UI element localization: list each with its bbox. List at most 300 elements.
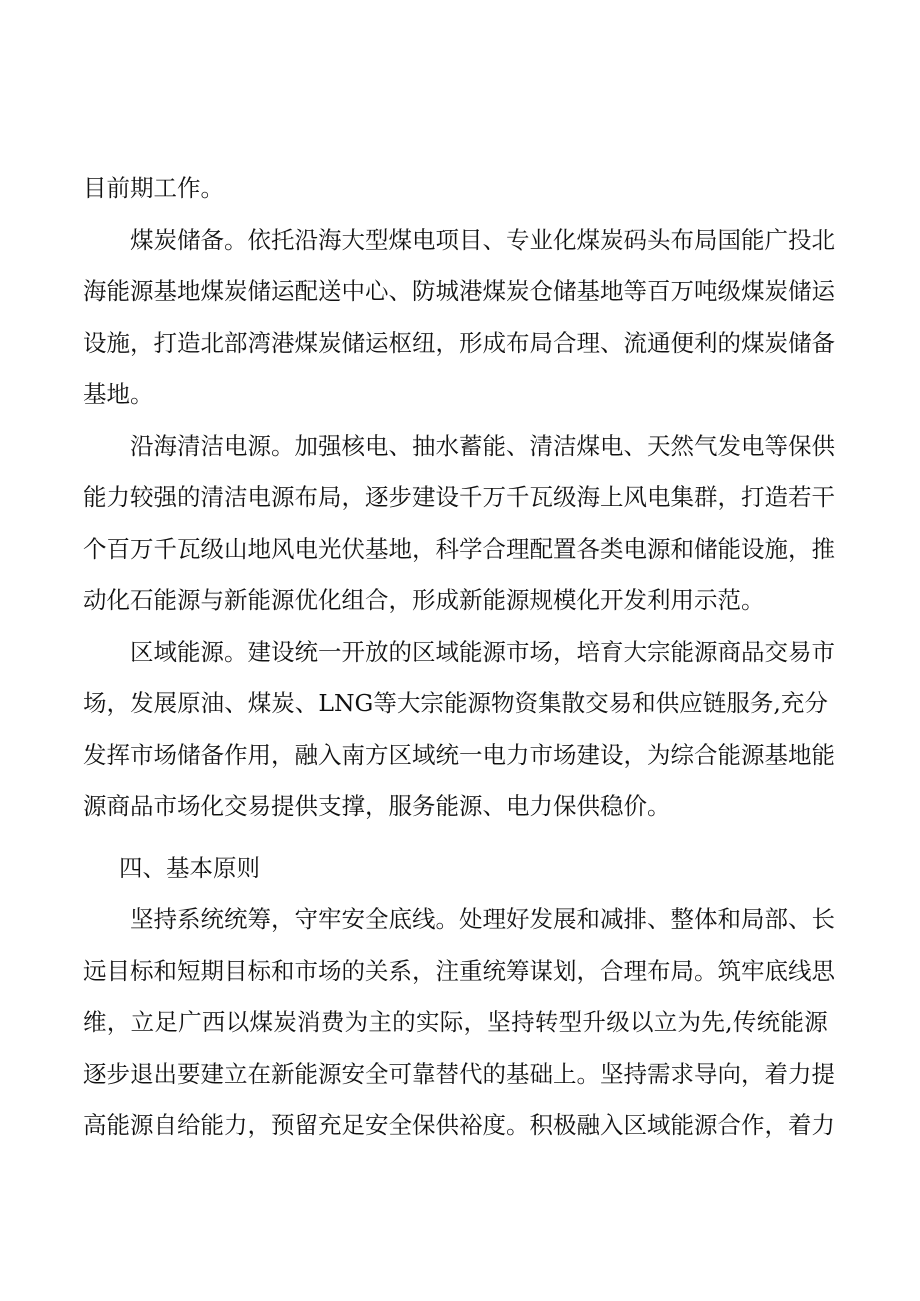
- text-char: 源: [130, 277, 154, 305]
- text-char: 万: [482, 483, 506, 511]
- text-char: 导: [694, 1059, 718, 1088]
- text-char: 。: [224, 225, 248, 254]
- text-line: [83, 627, 835, 679]
- text-char: 逐: [83, 1059, 107, 1088]
- text-char: 能: [482, 431, 506, 460]
- text-char: 、: [224, 689, 248, 717]
- section-heading-text: 四、基本原则: [119, 853, 260, 882]
- text-char: 运: [811, 277, 835, 305]
- text-char: 纽: [412, 328, 436, 357]
- text-char: 转: [534, 1008, 559, 1036]
- text-char: 储: [553, 277, 577, 305]
- text-char: 为: [647, 740, 671, 769]
- text-char: 建: [247, 637, 271, 666]
- text-char: 洁: [224, 483, 248, 511]
- text-char: 度: [482, 1111, 506, 1139]
- text-char: 核: [341, 431, 365, 460]
- text-char: 广: [764, 225, 788, 254]
- text-char: 推: [811, 534, 835, 563]
- text-char: 逐: [365, 483, 389, 511]
- text-char: 关: [365, 956, 389, 985]
- text-char: 底: [388, 905, 412, 933]
- text-char: 际: [439, 1008, 464, 1036]
- text-char: 替: [435, 1059, 459, 1088]
- text-char: 。: [271, 431, 295, 460]
- text-char: 整: [670, 905, 694, 933]
- text-char: 筑: [717, 956, 741, 985]
- text-char: 足: [341, 1111, 365, 1139]
- text-char: 先: [701, 1008, 725, 1036]
- text-char: 交: [585, 689, 609, 717]
- text-char: 海: [153, 431, 177, 460]
- text-char: 区: [412, 637, 436, 666]
- text-char: 展: [153, 689, 178, 717]
- text-char: 干: [811, 483, 835, 511]
- text-char: 能: [811, 740, 835, 769]
- text-line: [83, 781, 828, 833]
- text-char: 交: [764, 637, 788, 666]
- text-char: 能: [177, 637, 201, 666]
- text-char: 造: [764, 483, 788, 511]
- text-char: 链: [702, 689, 727, 717]
- text-line-content: 动化石能源与新能源优化组合，形成新能源规模化开发利用示范。: [83, 586, 765, 614]
- text-char: 全: [388, 1111, 412, 1139]
- text-char: 消: [297, 1008, 321, 1036]
- text-char: 升: [582, 1008, 606, 1036]
- text-line: [83, 163, 828, 215]
- text-char: 发: [130, 689, 154, 717]
- text-char: 煤: [294, 328, 318, 357]
- text-line: [83, 946, 835, 998]
- text-char: 较: [130, 483, 154, 511]
- text-line: [83, 369, 828, 421]
- text-char: 北: [200, 328, 224, 357]
- text-char: 源: [200, 637, 224, 666]
- text-char: 能: [717, 740, 741, 769]
- text-char: 理: [506, 534, 530, 563]
- text-char: 储: [247, 277, 271, 305]
- text-char: 煤: [200, 277, 224, 305]
- text-char: 的: [482, 1059, 506, 1088]
- text-char: 标: [130, 956, 154, 985]
- text-char: 布: [647, 956, 671, 985]
- text-char: 湾: [247, 328, 271, 357]
- text-line: [83, 318, 835, 370]
- text-line: [83, 730, 835, 782]
- text-char: 广: [178, 1008, 202, 1036]
- text-char: 向: [717, 1059, 741, 1088]
- text-char: 市: [811, 637, 835, 666]
- text-char: 能: [443, 689, 468, 717]
- text-char: 入: [318, 740, 342, 769]
- text-char: 一: [318, 637, 342, 666]
- text-char: 集: [538, 689, 562, 717]
- text-char: ，: [576, 956, 600, 985]
- text-char: 局: [529, 328, 553, 357]
- text-char: 自: [153, 1111, 177, 1139]
- text-char: 洁: [553, 431, 577, 460]
- text-char: 局: [694, 225, 718, 254]
- text-char: 能: [294, 1059, 318, 1088]
- text-char: 目: [106, 956, 130, 985]
- text-char: 电: [647, 483, 671, 511]
- text-char: 求: [670, 1059, 694, 1088]
- text-char: 等: [764, 431, 788, 460]
- text-char: 、: [506, 431, 530, 460]
- text-char: 为: [677, 1008, 702, 1036]
- text-char: 然: [670, 431, 694, 460]
- text-char: 统: [435, 740, 459, 769]
- text-line-content: 目前期工作。: [83, 174, 224, 202]
- text-line: [83, 421, 835, 473]
- text-char: 学: [459, 534, 483, 563]
- text-char: 气: [694, 431, 718, 460]
- text-char: 减: [600, 905, 624, 933]
- text-char: 充: [780, 689, 805, 717]
- text-char: ，: [788, 534, 812, 563]
- text-char: 储: [788, 328, 812, 357]
- text-char: 电: [365, 431, 389, 460]
- text-char: 和: [271, 956, 295, 985]
- text-char: 融: [294, 740, 318, 769]
- paragraph-clean-power: [83, 421, 835, 627]
- text-char: 瓦: [529, 483, 553, 511]
- text-char: 上: [553, 1059, 577, 1088]
- text-char: 力: [506, 740, 530, 769]
- text-char: 运: [271, 277, 295, 305]
- text-char: 以: [629, 1008, 654, 1036]
- text-char: 出: [153, 1059, 177, 1088]
- text-char: 高: [83, 1111, 107, 1139]
- text-char: 炭: [273, 1008, 297, 1036]
- text-char: 地: [788, 740, 812, 769]
- text-char: 础: [529, 1059, 553, 1088]
- text-char: 力: [224, 1111, 248, 1139]
- text-char: 能: [780, 1008, 804, 1036]
- text-char: 百: [106, 534, 130, 563]
- text-char: ，: [106, 689, 131, 717]
- text-char: 造: [177, 328, 201, 357]
- text-char: 安: [341, 905, 365, 933]
- text-char: 山: [224, 534, 248, 563]
- text-char: 标: [247, 956, 271, 985]
- text-char: 枢: [388, 328, 412, 357]
- text-char: 能: [106, 1111, 130, 1139]
- text-char: 远: [83, 956, 107, 985]
- text-char: 为: [344, 1008, 369, 1036]
- text-char: 海: [576, 483, 600, 511]
- text-char: 供: [435, 1111, 459, 1139]
- text-char: 的: [388, 637, 412, 666]
- text-char: 化: [553, 225, 577, 254]
- text-char: 场: [153, 740, 177, 769]
- text-char: 煤: [741, 328, 765, 357]
- text-char: 。: [694, 956, 718, 985]
- text-char: ，: [623, 740, 647, 769]
- text-char: ，: [463, 1008, 487, 1036]
- text-char: 电: [412, 225, 436, 254]
- text-char: 合: [600, 956, 624, 985]
- text-line: [83, 266, 835, 318]
- text-char: 在: [247, 1059, 271, 1088]
- text-char: 入: [600, 1111, 624, 1139]
- text-char: 持: [623, 1059, 647, 1088]
- text-char: 电: [741, 431, 765, 460]
- text-char: 沿: [294, 225, 318, 254]
- text-char: 成: [482, 328, 506, 357]
- text-char: 集: [670, 483, 694, 511]
- text-char: 需: [647, 1059, 671, 1088]
- text-char: 提: [811, 1059, 835, 1088]
- text-char: 级: [717, 277, 741, 305]
- text-char: 北: [811, 225, 835, 254]
- text-char: 合: [717, 1111, 741, 1139]
- text-char: 源: [694, 637, 718, 666]
- text-char: 给: [177, 1111, 201, 1139]
- text-char: 专: [506, 225, 530, 254]
- text-char: 群: [694, 483, 718, 511]
- text-char: 类: [600, 534, 624, 563]
- text-char: 西: [201, 1008, 226, 1036]
- text-char: 着: [764, 1059, 788, 1088]
- text-char: 能: [106, 277, 130, 305]
- text-char: 煤: [741, 277, 765, 305]
- text-char: 长: [811, 905, 835, 933]
- text-char: 发: [529, 905, 553, 933]
- text-char: 宗: [420, 689, 444, 717]
- text-char: 万: [130, 534, 154, 563]
- text-char: 洁: [200, 431, 224, 460]
- text-char: 原: [177, 689, 201, 717]
- text-char: 施: [764, 534, 788, 563]
- text-char: 储: [788, 277, 812, 305]
- text-char: 发: [83, 740, 107, 769]
- text-char: 短: [177, 956, 201, 985]
- text-char: 筹: [247, 905, 271, 933]
- text-char: 建: [412, 483, 436, 511]
- text-char: 煤: [576, 225, 600, 254]
- text-char: 项: [435, 225, 459, 254]
- section-heading: [83, 843, 828, 895]
- text-char: 好: [506, 905, 530, 933]
- text-char: 力: [106, 483, 130, 511]
- text-char: 理: [623, 956, 647, 985]
- text-char: 合: [694, 740, 718, 769]
- text-char: 清: [529, 431, 553, 460]
- text-char: ，: [435, 328, 459, 357]
- text-char: 便: [670, 328, 694, 357]
- text-char: 挥: [106, 740, 130, 769]
- text-char: 千: [459, 483, 483, 511]
- text-char: 保: [788, 431, 812, 460]
- text-char: 区: [130, 637, 154, 666]
- text-char: 炭: [506, 277, 530, 305]
- text-char: 散: [561, 689, 586, 717]
- text-char: 部: [224, 328, 248, 357]
- text-char: 型: [558, 1008, 583, 1036]
- text-char: 型: [365, 225, 389, 254]
- text-char: 建: [200, 1059, 224, 1088]
- text-char: 市: [529, 740, 553, 769]
- text-char: 储: [177, 225, 201, 254]
- text-char: 部: [764, 905, 788, 933]
- text-char: 配: [294, 277, 318, 305]
- text-char: 宗: [647, 637, 671, 666]
- text-char: 沿: [130, 431, 154, 460]
- text-char: 和: [153, 956, 177, 985]
- text-char: 仓: [529, 277, 553, 305]
- text-char: 局: [670, 956, 694, 985]
- text-char: 设: [271, 637, 295, 666]
- text-char: 基: [153, 277, 177, 305]
- text-char: 传: [732, 1008, 757, 1036]
- text-char: 方: [365, 740, 389, 769]
- text-char: 托: [271, 225, 295, 254]
- text-char: 要: [177, 1059, 201, 1088]
- text-char: 着: [788, 1111, 812, 1139]
- text-char: 各: [576, 534, 600, 563]
- text-char: 。: [506, 1111, 530, 1139]
- text-char: 大: [623, 637, 647, 666]
- text-char: 预: [271, 1111, 295, 1139]
- text-char: 港: [271, 328, 295, 357]
- text-char: 储: [341, 328, 365, 357]
- text-char: 步: [388, 483, 412, 511]
- paragraph-coal-storage: [83, 215, 835, 421]
- text-char: 千: [153, 534, 177, 563]
- text-char: 局: [318, 483, 342, 511]
- text-char: 港: [459, 277, 483, 305]
- text-char: 可: [388, 1059, 412, 1088]
- text-char: 发: [717, 431, 741, 460]
- document-body: [83, 163, 835, 1152]
- text-char: 区: [623, 1111, 647, 1139]
- text-char: 光: [318, 534, 342, 563]
- text-char: 个: [83, 534, 107, 563]
- text-char: ，: [412, 956, 436, 985]
- text-char: 开: [341, 637, 365, 666]
- text-char: 码: [623, 225, 647, 254]
- text-char: 煤: [130, 225, 154, 254]
- text-char: 安: [341, 1059, 365, 1088]
- text-char: 持: [511, 1008, 535, 1036]
- text-char: ，: [106, 1008, 131, 1036]
- text-char: 炭: [600, 225, 624, 254]
- text-char: 域: [153, 637, 177, 666]
- text-char: 煤: [247, 689, 272, 717]
- text-char: 煤: [576, 431, 600, 460]
- text-char: ，: [412, 534, 436, 563]
- text-char: 防: [412, 277, 436, 305]
- text-char: 能: [83, 483, 107, 511]
- text-char: 设: [741, 534, 765, 563]
- text-char: 全: [365, 1059, 389, 1088]
- text-char: 源: [130, 1111, 154, 1139]
- text-char: 天: [647, 431, 671, 460]
- text-char: 体: [694, 905, 718, 933]
- text-char: 理: [576, 328, 600, 357]
- text-char: 育: [600, 637, 624, 666]
- text-char: 退: [130, 1059, 154, 1088]
- text-char: 代: [459, 1059, 483, 1088]
- text-char: 心: [365, 277, 389, 305]
- text-char: 划: [553, 956, 577, 985]
- text-char: 和: [670, 534, 694, 563]
- text-char: 源: [318, 1059, 342, 1088]
- text-char: 用: [247, 740, 271, 769]
- text-char: 源: [741, 740, 765, 769]
- text-char: 电: [600, 431, 624, 460]
- text-char: 流: [623, 328, 647, 357]
- text-char: 基: [365, 534, 389, 563]
- text-char: 地: [388, 534, 412, 563]
- text-char: 百: [647, 277, 671, 305]
- text-char: 煤: [249, 1008, 273, 1036]
- text-char: 展: [553, 905, 577, 933]
- text-char: 资: [514, 689, 539, 717]
- text-char: 和: [576, 905, 600, 933]
- text-char: 局: [741, 905, 765, 933]
- text-char: 能: [670, 637, 694, 666]
- text-char: 、: [623, 431, 647, 460]
- text-char: 充: [318, 1111, 342, 1139]
- text-char: 场: [83, 689, 107, 717]
- text-char: 物: [491, 689, 515, 717]
- text-char: 源: [694, 1111, 718, 1139]
- text-line: [83, 215, 835, 267]
- text-char: 易: [608, 689, 633, 717]
- text-line: [83, 894, 835, 946]
- text-char: L: [318, 689, 334, 717]
- text-char: ，: [341, 483, 365, 511]
- text-char: 市: [130, 740, 154, 769]
- text-char: 处: [459, 905, 483, 933]
- text-char: 设: [83, 328, 107, 357]
- text-line: [83, 472, 835, 524]
- text-char: 合: [482, 534, 506, 563]
- text-char: 统: [224, 905, 248, 933]
- text-char: 务: [749, 689, 774, 717]
- text-char: 作: [224, 740, 248, 769]
- text-char: 安: [365, 1111, 389, 1139]
- text-char: 施: [106, 328, 130, 357]
- text-line: [83, 1100, 835, 1152]
- text-char: 统: [756, 1008, 781, 1036]
- text-char: 储: [177, 740, 201, 769]
- text-char: 备: [200, 225, 224, 254]
- text-char: 易: [788, 637, 812, 666]
- text-char: 应: [679, 689, 703, 717]
- text-line: [83, 678, 828, 730]
- text-char: 坚: [130, 905, 154, 933]
- text-char: 炭: [318, 328, 342, 357]
- text-char: 布: [294, 483, 318, 511]
- text-char: 能: [670, 1111, 694, 1139]
- text-char: 等: [373, 689, 397, 717]
- paragraph-principle: [83, 894, 835, 1152]
- text-char: 电: [482, 740, 506, 769]
- text-char: 维: [83, 1008, 107, 1036]
- text-char: 、: [600, 328, 624, 357]
- text-char: 积: [529, 1111, 553, 1139]
- text-char: 裕: [459, 1111, 483, 1139]
- text-char: 吨: [694, 277, 718, 305]
- text-char: 力: [788, 1059, 812, 1088]
- text-char: 水: [435, 431, 459, 460]
- text-char: 源: [467, 689, 491, 717]
- text-char: 炭: [224, 277, 248, 305]
- text-char: 大: [341, 225, 365, 254]
